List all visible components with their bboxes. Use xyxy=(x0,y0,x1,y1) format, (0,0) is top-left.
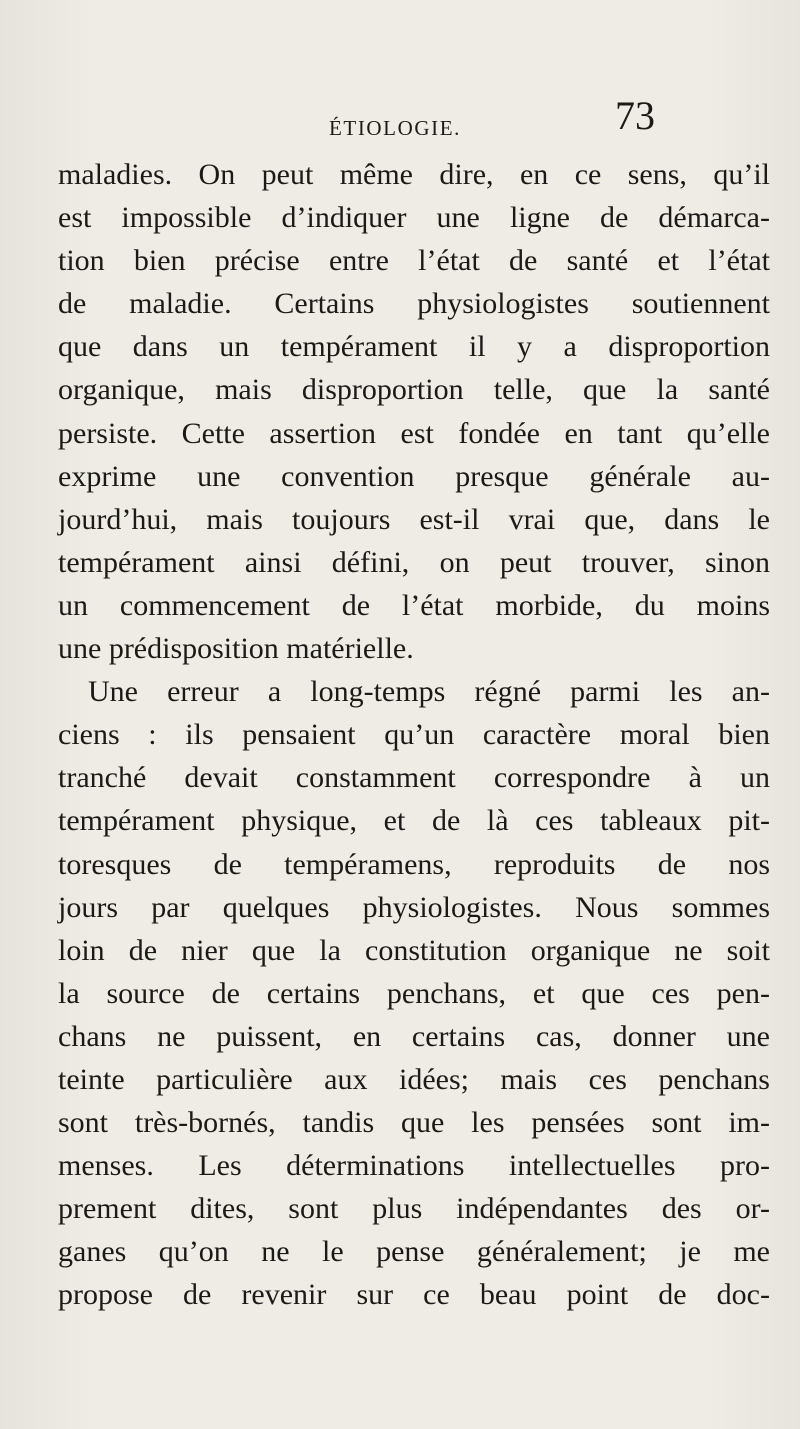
text-line: jourd’hui, mais toujours est-il vrai que, dans le xyxy=(58,502,770,536)
text-line: ganes qu’on ne le pense généralement; je me xyxy=(58,1235,770,1269)
text-line: exprime une convention presque générale au- xyxy=(58,459,770,493)
text-line: organique, mais disproportion telle, que la santé xyxy=(58,373,770,407)
body-text xyxy=(58,153,770,1317)
text-line: tranché devait constamment correspondre à un xyxy=(58,761,770,795)
paragraph-start-line: Une erreur a long-temps régné parmi les an- xyxy=(88,675,770,709)
text-line: tempérament ainsi défini, on peut trouver, sinon xyxy=(58,545,770,579)
text-line: tempérament physique, et de là ces tableaux pit- xyxy=(58,804,770,838)
running-title: ÉTIOLOGIE. xyxy=(328,116,462,140)
text-line: prement dites, sont plus indépendantes des or- xyxy=(58,1192,770,1226)
text-line: de maladie. Certains physiologistes soutiennent xyxy=(58,287,770,321)
text-line: maladies. On peut même dire, en ce sens, qu’il xyxy=(58,158,770,191)
text-line: jours par quelques physiologistes. Nous sommes xyxy=(58,890,770,924)
paragraph-end-line: une prédisposition matérielle. xyxy=(58,632,414,666)
text-line: loin de nier que la constitution organique ne soit xyxy=(58,933,770,967)
text-line: un commencement de l’état morbide, du moins xyxy=(58,588,770,622)
text-line: teinte particulière aux idées; mais ces penchans xyxy=(58,1062,770,1096)
text-line: propose de revenir sur ce beau point de doc- xyxy=(58,1278,770,1312)
text-line: menses. Les déterminations intellectuelles pro- xyxy=(58,1149,770,1183)
text-line: la source de certains penchans, et que ces pen- xyxy=(58,976,770,1010)
text-line: toresques de tempéramens, reproduits de nos xyxy=(58,847,770,881)
page-header xyxy=(0,88,800,148)
page-number: 73 xyxy=(615,93,655,138)
text-line: est impossible d’indiquer une ligne de démarca- xyxy=(58,201,770,235)
text-line: ciens : ils pensaient qu’un caractère moral bien xyxy=(58,718,770,752)
text-line: sont très-bornés, tandis que les pensées sont im- xyxy=(58,1106,770,1140)
text-line: tion bien précise entre l’état de santé et l’état xyxy=(58,244,770,278)
text-line: chans ne puissent, en certains cas, donner une xyxy=(58,1019,770,1053)
text-line: que dans un tempérament il y a disproportion xyxy=(58,330,770,364)
text-line: persiste. Cette assertion est fondée en tant qu’elle xyxy=(58,416,770,450)
